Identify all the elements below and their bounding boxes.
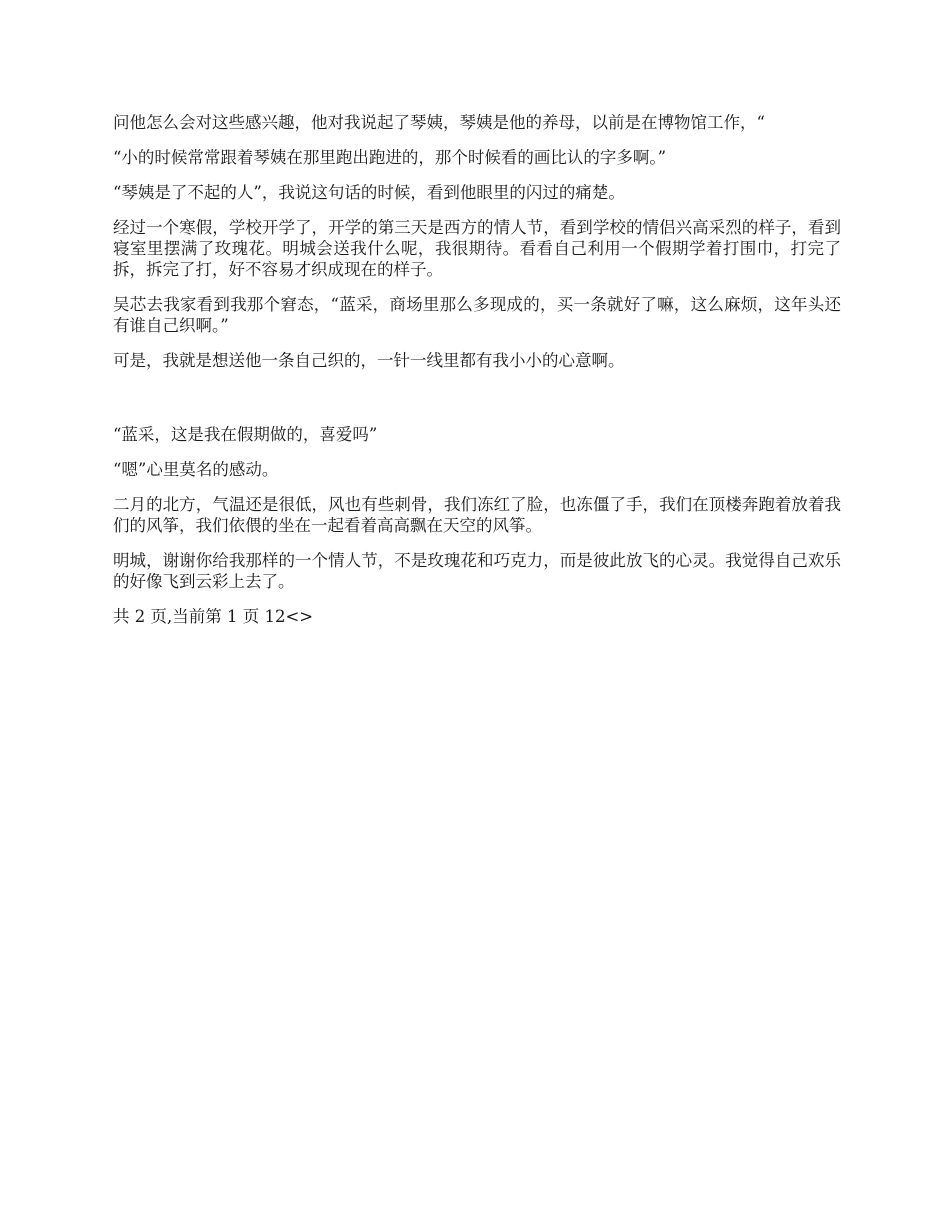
paragraph: “蓝采，这是我在假期做的，喜爱吗” [113, 425, 378, 444]
paragraph: “小的时候常常跟着琴姨在那里跑出跑进的，那个时候看的画比认的字多啊。” [113, 148, 667, 167]
pagination [113, 606, 841, 627]
paragraph: 二月的北方，气温还是很低，风也有些刺骨，我们冻红了脸，也冻僵了手，我们在顶楼奔跑着放着我们的风筝，我们依偎的坐在一起看着高高飘在天空的风筝。 [113, 495, 841, 535]
paragraph: 问他怎么会对这些感兴趣，他对我说起了琴姨，琴姨是他的养母，以前是在博物馆工作，“ [113, 113, 765, 132]
page-link-1[interactable]: 1 [264, 607, 275, 626]
pagination-summary: 共 2 页,当前第 1 页 [113, 607, 265, 626]
paragraph: 吴芯去我家看到我那个窘态，“蓝采，商场里那么多现成的，买一条就好了嘛，这么麻烦，这年头还有谁自己织啊。” [113, 295, 841, 335]
prev-page-link[interactable]: < [285, 607, 300, 626]
paragraph: “嗯”心里莫名的感动。 [113, 460, 279, 479]
page-link-2[interactable]: 2 [274, 607, 286, 626]
paragraph: 经过一个寒假，学校开学了，开学的第三天是西方的情人节，看到学校的情侣兴高采烈的样子，看到寝室里摆满了玫瑰花。明城会送我什么呢，我很期待。看看自己利用一个假期学着打围巾，打完了拆，拆完了打，好不容易才织成现在的样子。 [113, 218, 841, 279]
section-gap [113, 385, 841, 424]
article-body [113, 112, 841, 627]
next-page-link[interactable]: > [299, 607, 314, 626]
paragraph: “琴姨是了不起的人”，我说这句话的时候，看到他眼里的闪过的痛楚。 [113, 183, 625, 202]
paragraph: 可是，我就是想送他一条自己织的，一针一线里都有我小小的心意啊。 [113, 351, 625, 370]
paragraph: 明城，谢谢你给我那样的一个情人节，不是玫瑰花和巧克力，而是彼此放飞的心灵。我觉得自己欢乐的好像飞到云彩上去了。 [113, 551, 841, 591]
